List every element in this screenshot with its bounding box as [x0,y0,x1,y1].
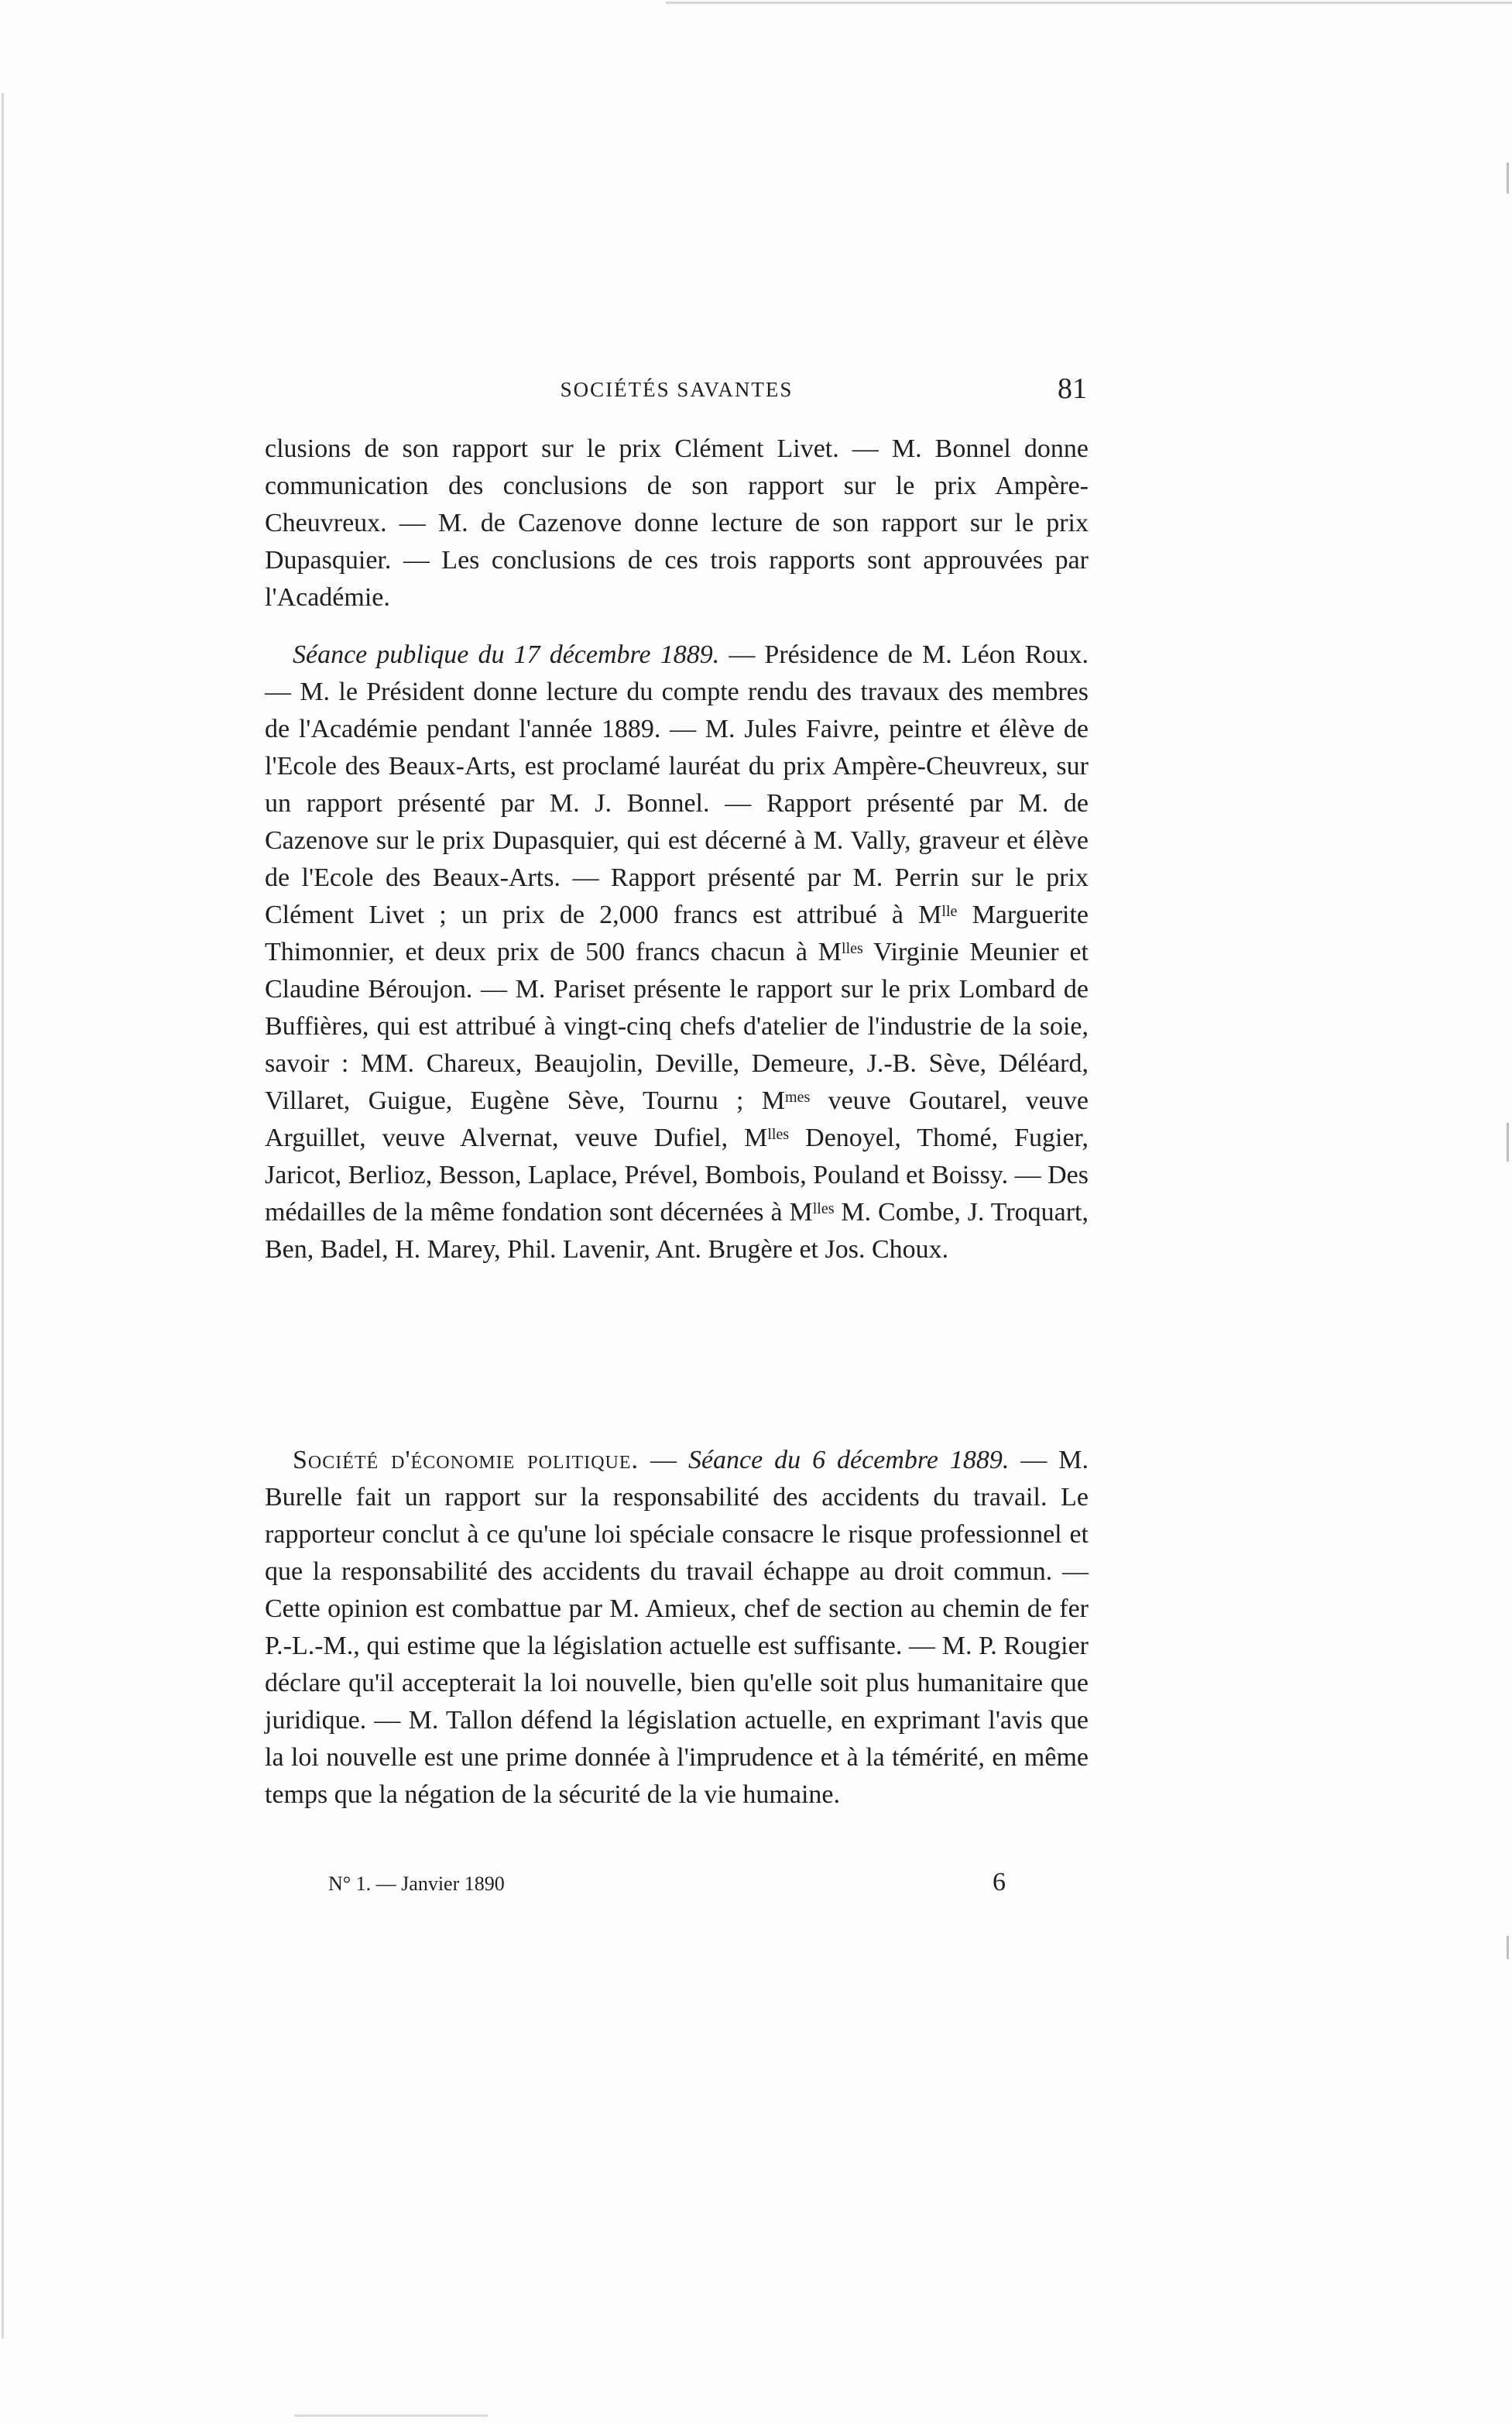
seance-text: veuve Goutarel, veuve Arguillet, veuve Alvernat, veuve Dufiel, M [265,1086,1089,1152]
scan-speck [1507,163,1509,194]
dash: — [639,1446,688,1474]
scan-edge-bottom [294,2414,488,2417]
superscript: lle [941,903,958,920]
issue-line: N° 1. — Janvier 1890 [328,1872,505,1895]
seance-text: Virginie Meunier et Claudine Béroujon. — M. Pariset présente le rapport sur le prix Lombard de Buffières, qui est attribué à vingt-cinq chefs d'atelier de l'industrie de la soie, savoir : MM. Chareux, Beaujolin, Deville, Demeure, J.-B. Sève, Déléard, Villaret, Guigue, Eugène Sève, Tournu ; M [265,938,1089,1115]
seance-text: M. Combe, J. Troquart, Ben, Badel, H. Marey, Phil. Lavenir, Ant. Brugère et Jos. Choux. [265,1198,1089,1264]
superscript: mes [785,1089,811,1106]
running-title: SOCIÉTÉS SAVANTES [560,378,794,401]
page-number: 81 [1058,372,1087,405]
seance-text: Marguerite Thimonnier, et deux prix de 500 francs chacun à M [265,901,1089,966]
section-economie-politique [265,1442,1089,1814]
scan-edge-top [666,2,1512,4]
running-head [265,372,1089,418]
seance-text: — Présidence de M. Léon Roux. — M. le Président donne lecture du compte rendu des travaux des membres de l'Académie pendant l'année 1889. — M. Jules Faivre, peintre et élève de l'Ecole des Beaux-Arts, est proclamé lauréat du prix Ampère-Cheuvreux, sur un rapport présenté par M. J. Bonnel. — Rapport présenté par M. de Cazenove sur le prix Dupasquier, qui est décerné à M. Vally, graveur et élève de l'Ecole des Beaux-Arts. — Rapport présenté par M. Perrin sur le prix Clément Livet ; un prix de 2,000 francs est attribué à M [265,640,1089,929]
seance-date: Séance du 6 décembre 1889. [687,1446,1010,1474]
signature-mark: 6 [993,1868,1006,1896]
superscript: lles [842,940,863,957]
section-academie [265,431,1089,1268]
seance-text: Denoyel, Thomé, Fugier, Jaricot, Berlioz, Besson, Laplace, Prével, Bombois, Pouland et Boissy. — Des médailles de la même fondation sont décernées à M [265,1124,1089,1227]
society-name: Société d'économie politique. [293,1446,639,1474]
economie-text: — M. Burelle fait un rapport sur la responsabilité des accidents du travail. Le rapporteur conclut à ce qu'une loi spéciale consacre le risque professionnel et que la responsabilité des accidents du travail échappe au droit commun. — Cette opinion est combattue par M. Amieux, chef de section au chemin de fer P.-L.-M., qui estime que la législation actuelle est suffisante. — M. P. Rougier déclare qu'il accepterait la loi nouvelle, bien qu'elle soit plus humanitaire que juridique. — M. Tallon défend la législation actuelle, en exprimant l'avis que la loi nouvelle est une prime donnée à l'imprudence et à la témérité, en même temps que la négation de la sécurité de la vie humaine. [265,1446,1089,1809]
continuation-paragraph: clusions de son rapport sur le prix Clément Livet. — M. Bonnel donne communication des conclusions de son rapport sur le prix Ampère-Cheuvreux. — M. de Cazenove donne lecture de son rapport sur le prix Dupasquier. — Les conclusions de ces trois rapports sont approuvées par l'Académie. [265,434,1089,612]
scan-edge-left [2,93,4,2339]
scan-speck [1507,1123,1509,1162]
page-footer [265,1868,1089,1903]
scan-speck [1507,1936,1509,1959]
economie-paragraph [265,1442,1089,1814]
seance-date: Séance publique du 17 décembre 1889. [293,640,720,669]
superscript: lles [812,1200,835,1217]
superscript: lles [767,1126,790,1143]
seance-publique-paragraph [265,637,1089,1268]
